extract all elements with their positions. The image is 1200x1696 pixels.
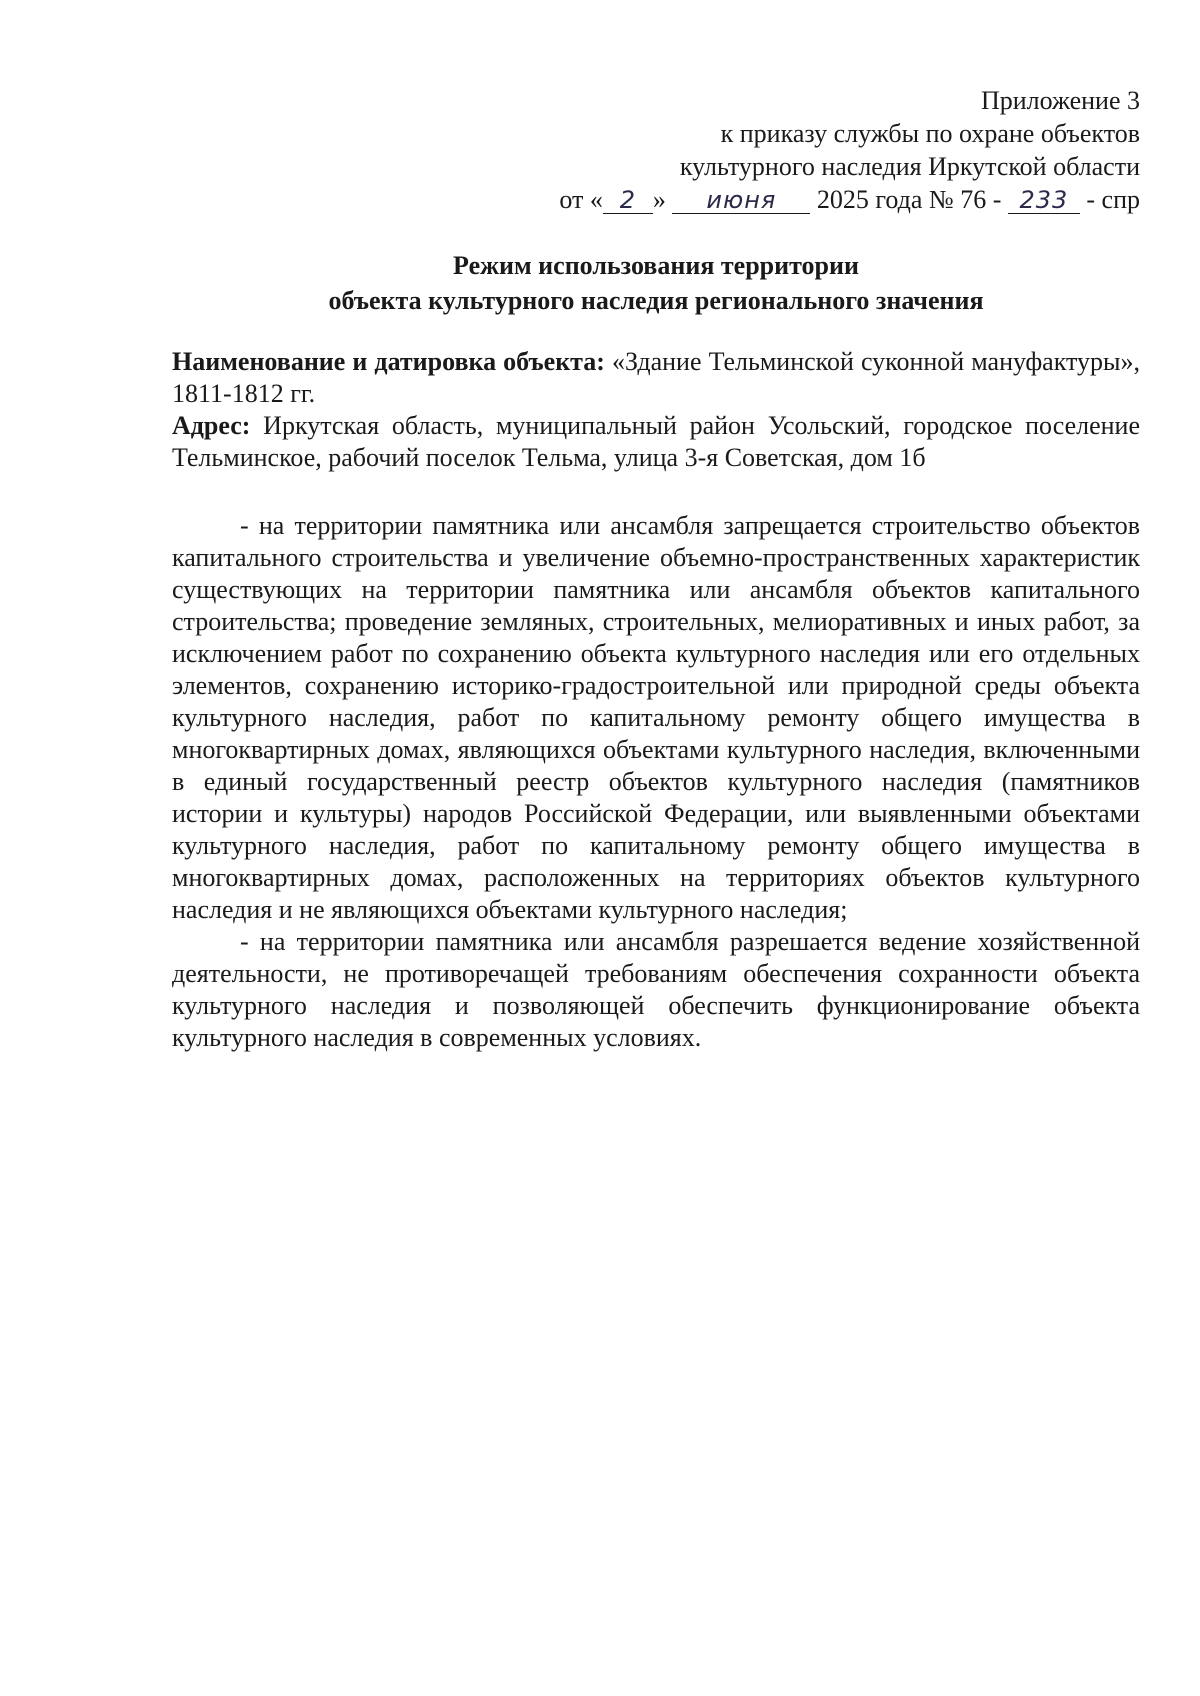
object-name-paragraph — [172, 346, 1140, 410]
appendix-order-line: к приказу службы по охране объектов — [720, 119, 1140, 148]
appendix-date-line — [480, 183, 1140, 216]
handwritten-order-number: 233 — [1008, 187, 1080, 214]
rule-prohibition: - на территории памятника или ансамбля запрещается строительство объектов капитального строительства и увеличение объемно-пространственных характеристик существующих на территории памятника или ансамбля объектов капитального строительства; проведение земляных, строительных, мелиоративных и иных работ, за исключением работ по сохранению объекта культурного наследия или его отдельных элементов, сохранению историко-градостроительной или природной среды объекта культурного наследия, работ по капитальному ремонту общего имущества в многоквартирных домах, являющихся объектами культурного наследия, включенными в единый государственный реестр объектов культурного наследия (памятников истории и культуры) народов Российской Федерации, или выявленными объектами культурного наследия, работ по капитальному ремонту общего имущества в многоквартирных домах, расположенных на территориях объектов культурного наследия и не являющихся объектами культурного наследия; — [172, 511, 1140, 924]
object-address-label: Адрес: — [172, 411, 251, 440]
paragraph-gap — [172, 474, 1140, 510]
title-line-2: объекта культурного наследия регионального значения — [328, 286, 984, 315]
appendix-title: Приложение 3 — [980, 86, 1140, 115]
rule-permission: - на территории памятника или ансамбля разрешается ведение хозяйственной деятельности, не противоречащей требованиям обеспечения сохранности объекта культурного наследия и позволяющей обеспечить функционирование объекта культурного наследия в современных условиях. — [172, 927, 1140, 1052]
order-number-suffix: - спр — [1086, 185, 1140, 214]
date-prefix: от « — [559, 185, 603, 214]
object-address-value: Иркутская область, муниципальный район Усольский, городское поселение Тельминское, рабочий поселок Тельма, улица 3-я Советская, дом 1б — [172, 411, 1140, 472]
object-name-value: «Здание Тельминской суконной мануфактуры», 1811-1812 гг. — [172, 347, 1140, 408]
object-name-label: Наименование и датировка объекта: — [172, 347, 605, 376]
document-title — [172, 248, 1140, 318]
object-address-paragraph — [172, 410, 1140, 474]
date-day-suffix: » — [652, 185, 666, 214]
appendix-header — [480, 84, 1140, 216]
appendix-agency-line: культурного наследия Иркутской области — [679, 152, 1140, 181]
handwritten-day: 2 — [603, 187, 653, 214]
document-body — [172, 346, 1140, 1054]
date-year-text: 2025 года № 76 - — [816, 185, 1002, 214]
title-line-1: Режим использования территории — [453, 251, 859, 280]
handwritten-month: июня — [672, 187, 810, 214]
